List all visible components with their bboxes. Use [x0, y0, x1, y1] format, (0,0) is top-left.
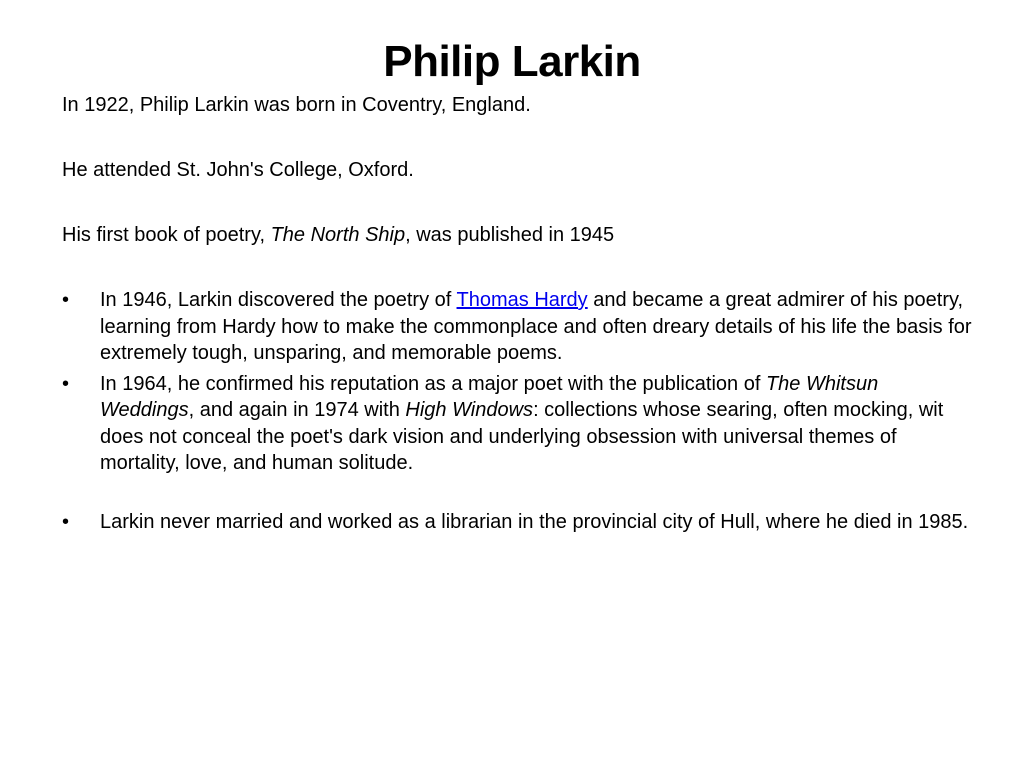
bullet-2-text-pre: In 1964, he confirmed his reputation as a major poet with the publication of [100, 372, 766, 395]
first-book-paragraph [62, 222, 614, 249]
list-item [62, 509, 972, 536]
first-book-text-pre: His first book of poetry, [62, 224, 271, 246]
bullet-marker: • [62, 510, 70, 533]
college-paragraph: He attended St. John's College, Oxford. [62, 159, 414, 181]
bullet-list [62, 287, 972, 535]
bullet-2-text-post: : collections whose searing, often mocking, wit does not conceal the poet's dark vision and underlying obsession with universal themes of mortality, love, and human solitude. [100, 399, 944, 474]
thomas-hardy-link[interactable]: Thomas Hardy [456, 289, 588, 311]
birth-paragraph: In 1922, Philip Larkin was born in Coventry, England. [62, 94, 531, 116]
list-item [62, 287, 972, 367]
bullet-marker: • [62, 372, 70, 395]
bullet-marker: • [62, 289, 70, 311]
bullet-1-text-post: and became a great admirer of his poetry, learning from Hardy how to make the commonplace and often dreary details of his life the basis for extremely tough, unsparing, and memorable poems. [100, 289, 972, 364]
bullet-2-text-mid: , and again in 1974 with [188, 399, 406, 421]
north-ship-title: The North Ship [270, 224, 406, 246]
slide-title: Philip Larkin [383, 37, 641, 86]
whitsun-weddings-title: The Whitsun Weddings [100, 372, 879, 421]
list-item [62, 371, 972, 477]
bullet-1-text-pre: In 1946, Larkin discovered the poetry of [100, 289, 457, 311]
high-windows-title: High Windows [405, 399, 534, 421]
bullet-3-text: Larkin never married and worked as a librarian in the provincial city of Hull, where he died in 1985. [100, 510, 969, 533]
first-book-text-post: , was published in 1945 [405, 224, 615, 246]
